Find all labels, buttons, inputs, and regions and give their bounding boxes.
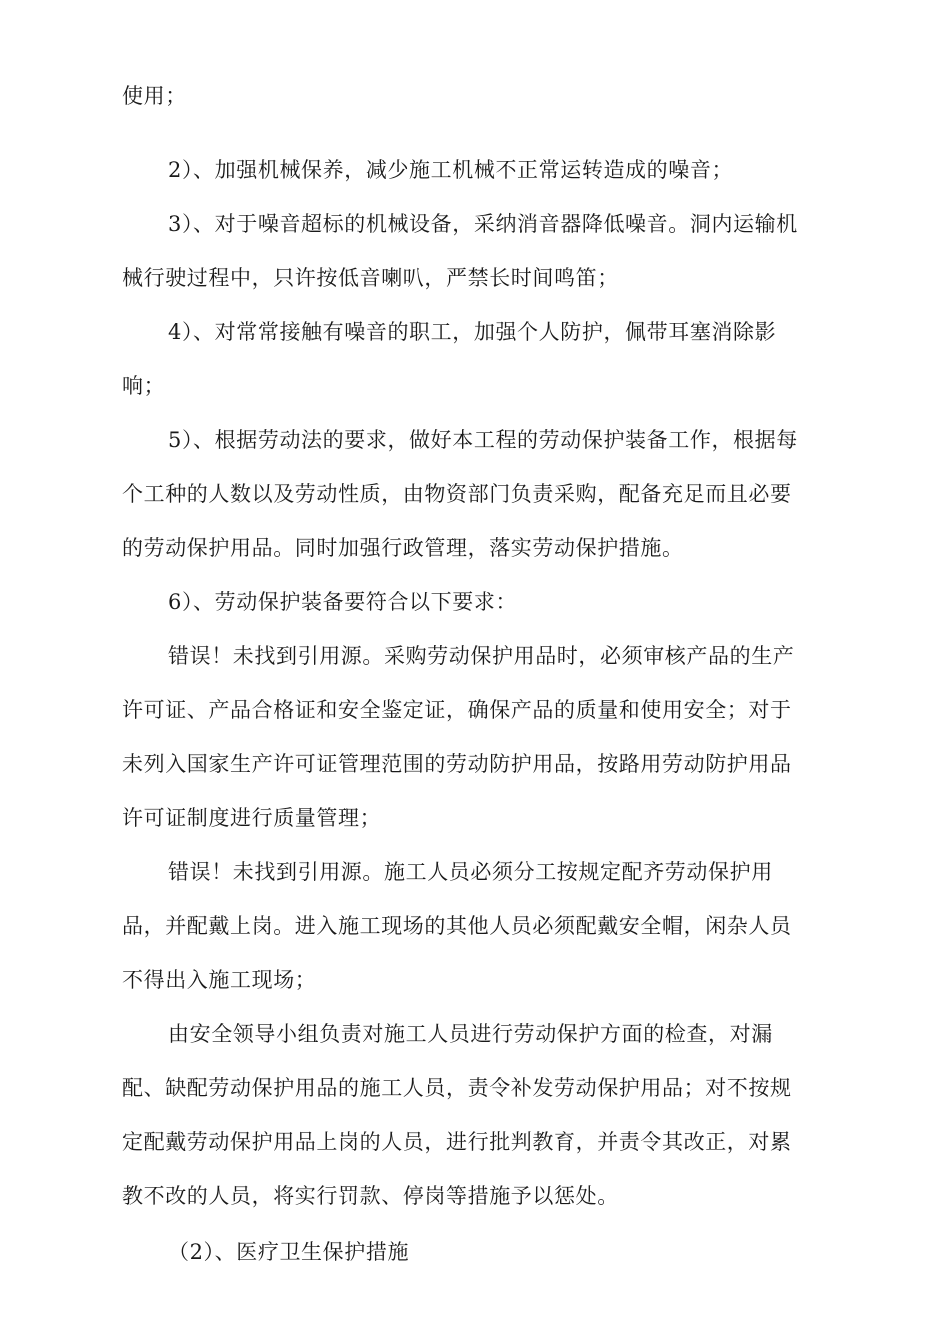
text-line: 械行驶过程中，只许按低音喇叭，严禁长时间鸣笛； — [122, 266, 619, 290]
text-line: 3）、对于噪音超标的机械设备，采纳消音器降低噪音。洞内运输机 — [168, 212, 798, 236]
text-line: 品，并配戴上岗。进入施工现场的其他人员必须配戴安全帽，闲杂人员 — [122, 914, 792, 938]
text-line: 错误！未找到引用源。采购劳动保护用品时，必须审核产品的生产 — [168, 644, 795, 668]
text-line: 响； — [122, 374, 166, 398]
text-line: 许可证制度进行质量管理； — [122, 806, 382, 830]
text-line: 定配戴劳动保护用品上岗的人员，进行批判教育，并责令其改正，对累 — [122, 1130, 792, 1154]
text-line: 未列入国家生产许可证管理范围的劳动防护用品，按路用劳动防护用品 — [122, 752, 792, 776]
text-line: 6）、劳动保护装备要符合以下要求： — [168, 590, 518, 614]
text-line: 由安全领导小组负责对施工人员进行劳动保护方面的检查，对漏 — [168, 1022, 773, 1046]
text-line: 4）、对常常接触有噪音的职工，加强个人防护，佩带耳塞消除影 — [168, 320, 777, 344]
text-line: 2）、加强机械保养，减少施工机械不正常运转造成的噪音； — [168, 158, 734, 182]
text-line: 错误！未找到引用源。施工人员必须分工按规定配齐劳动保护用 — [168, 860, 773, 884]
text-line: 配、缺配劳动保护用品的施工人员，责令补发劳动保护用品；对不按规 — [122, 1076, 792, 1100]
text-line: 5）、根据劳动法的要求，做好本工程的劳动保护装备工作，根据每 — [168, 428, 798, 452]
text-line: 个工种的人数以及劳动性质，由物资部门负责采购，配备充足而且必要 — [122, 482, 792, 506]
section-heading: （2）、医疗卫生保护措施 — [168, 1240, 410, 1264]
text-line: 教不改的人员，将实行罚款、停岗等措施予以惩处。 — [122, 1184, 619, 1208]
text-line: 使用； — [122, 84, 187, 108]
text-line: 的劳动保护用品。同时加强行政管理，落实劳动保护措施。 — [122, 536, 684, 560]
text-line: 不得出入施工现场； — [122, 968, 317, 992]
text-line: 许可证、产品合格证和安全鉴定证，确保产品的质量和使用安全；对于 — [122, 698, 792, 722]
